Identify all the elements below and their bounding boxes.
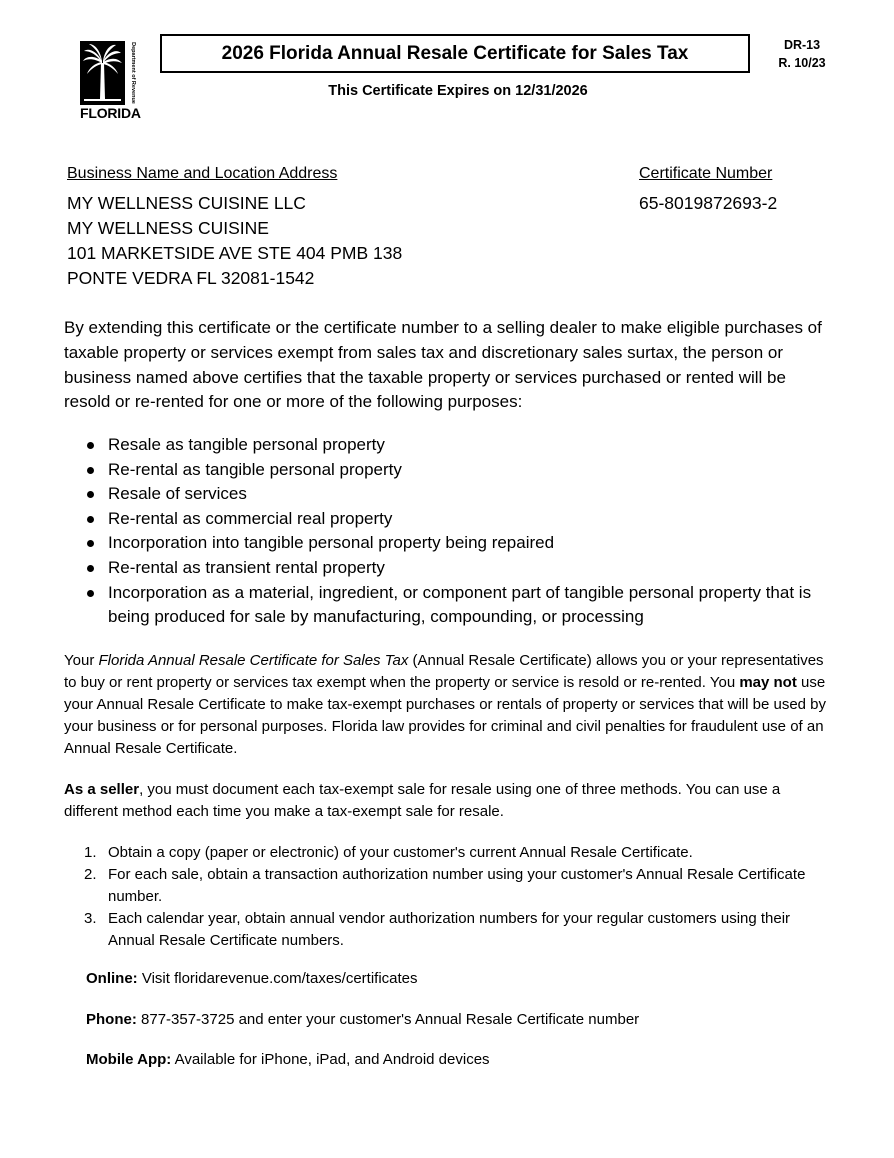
list-item: Resale as tangible personal property xyxy=(84,433,834,458)
form-identifier xyxy=(772,36,832,72)
text-segment: (Annual Resale Certificate) allows you or your representatives to buy or rent property or services tax exempt when the property or service is resold or re-rented. You xyxy=(64,652,824,691)
logo-wordmark: FLORIDA xyxy=(80,105,141,121)
contact-text: Available for iPhone, iPad, and Android devices xyxy=(171,1051,490,1068)
list-item: Re-rental as tangible personal property xyxy=(84,458,834,483)
contact-label: Online: xyxy=(86,970,138,987)
expiration-notice: This Certificate Expires on 12/31/2026 xyxy=(328,83,588,99)
certificate-number-heading: Certificate Number xyxy=(639,165,773,182)
methods-list xyxy=(84,842,824,952)
certificate-number: 65-8019872693-2 xyxy=(639,193,778,213)
list-item xyxy=(84,864,824,908)
purpose-list xyxy=(84,433,834,630)
list-number: 1. xyxy=(84,844,97,861)
list-item-text: Obtain a copy (paper or electronic) of your customer's current Annual Resale Certificate. xyxy=(108,844,693,861)
business-city-state-zip: PONTE VEDRA FL 32081-1542 xyxy=(67,268,315,288)
business-street-address: 101 MARKETSIDE AVE STE 404 PMB 138 xyxy=(67,243,403,263)
list-item xyxy=(84,842,824,864)
list-item-text: Each calendar year, obtain annual vendor authorization numbers for your regular customers using their Annual Resale Certificate numbers. xyxy=(108,910,791,949)
list-item: Re-rental as transient rental property xyxy=(84,556,834,581)
emphasis-text: may not xyxy=(739,674,797,691)
usage-paragraph xyxy=(64,650,832,760)
list-item: Re-rental as commercial real property xyxy=(84,507,834,532)
online-contact xyxy=(86,970,418,987)
contact-label: Mobile App: xyxy=(86,1051,172,1068)
list-item-text: For each sale, obtain a transaction authorization number using your customer's Annual Resale Certificate number. xyxy=(108,866,806,905)
certificate-name-italic: Florida Annual Resale Certificate for Sales Tax xyxy=(98,652,409,669)
address-heading: Business Name and Location Address xyxy=(67,165,338,182)
form-number: DR-13 xyxy=(783,38,821,52)
text-segment: use your Annual Resale Certificate to make tax-exempt purchases or rentals of property or services that will be used by your business or for personal purposes. Florida law provides for criminal and civil penalties for fraudulent use of an Annual Resale Certificate. xyxy=(64,674,827,757)
contact-text: Visit floridarevenue.com/taxes/certificates xyxy=(137,970,418,987)
phone-contact xyxy=(86,1011,639,1028)
contact-label: Phone: xyxy=(86,1011,137,1028)
logo-vertical-text: Department of Revenue xyxy=(130,42,136,104)
list-item: Incorporation into tangible personal property being repaired xyxy=(84,531,834,556)
text-segment: Your xyxy=(64,652,99,669)
seller-paragraph xyxy=(64,779,832,823)
list-item xyxy=(84,908,824,952)
list-number: 2. xyxy=(84,866,97,883)
certification-statement: By extending this certificate or the certificate number to a selling dealer to make eligible purchases of taxable property or services exempt from sales tax and discretionary sales surtax, the person or business named above certifies that the taxable property or services purchased or rented will be resold or re-rented for one or more of the following purposes: xyxy=(64,318,822,412)
form-title: 2026 Florida Annual Resale Certificate for Sales Tax xyxy=(160,34,750,73)
form-revision: R. 10/23 xyxy=(778,56,826,70)
list-number: 3. xyxy=(84,910,97,927)
list-item: Incorporation as a material, ingredient, or component part of tangible personal property that is being produced for sale by manufacturing, compounding, or processing xyxy=(84,581,834,630)
emphasis-text: As a seller xyxy=(64,781,140,798)
list-item: Resale of services xyxy=(84,482,834,507)
text-segment: , you must document each tax-exempt sale for resale using one of three methods. You can use a different method each time you make a tax-exempt sale for resale. xyxy=(64,781,781,820)
contact-text: 877-357-3725 and enter your customer's Annual Resale Certificate number xyxy=(136,1011,640,1028)
business-legal-name: MY WELLNESS CUISINE LLC xyxy=(67,193,306,213)
mobile-app-contact xyxy=(86,1051,490,1068)
business-dba-name: MY WELLNESS CUISINE xyxy=(67,218,269,238)
